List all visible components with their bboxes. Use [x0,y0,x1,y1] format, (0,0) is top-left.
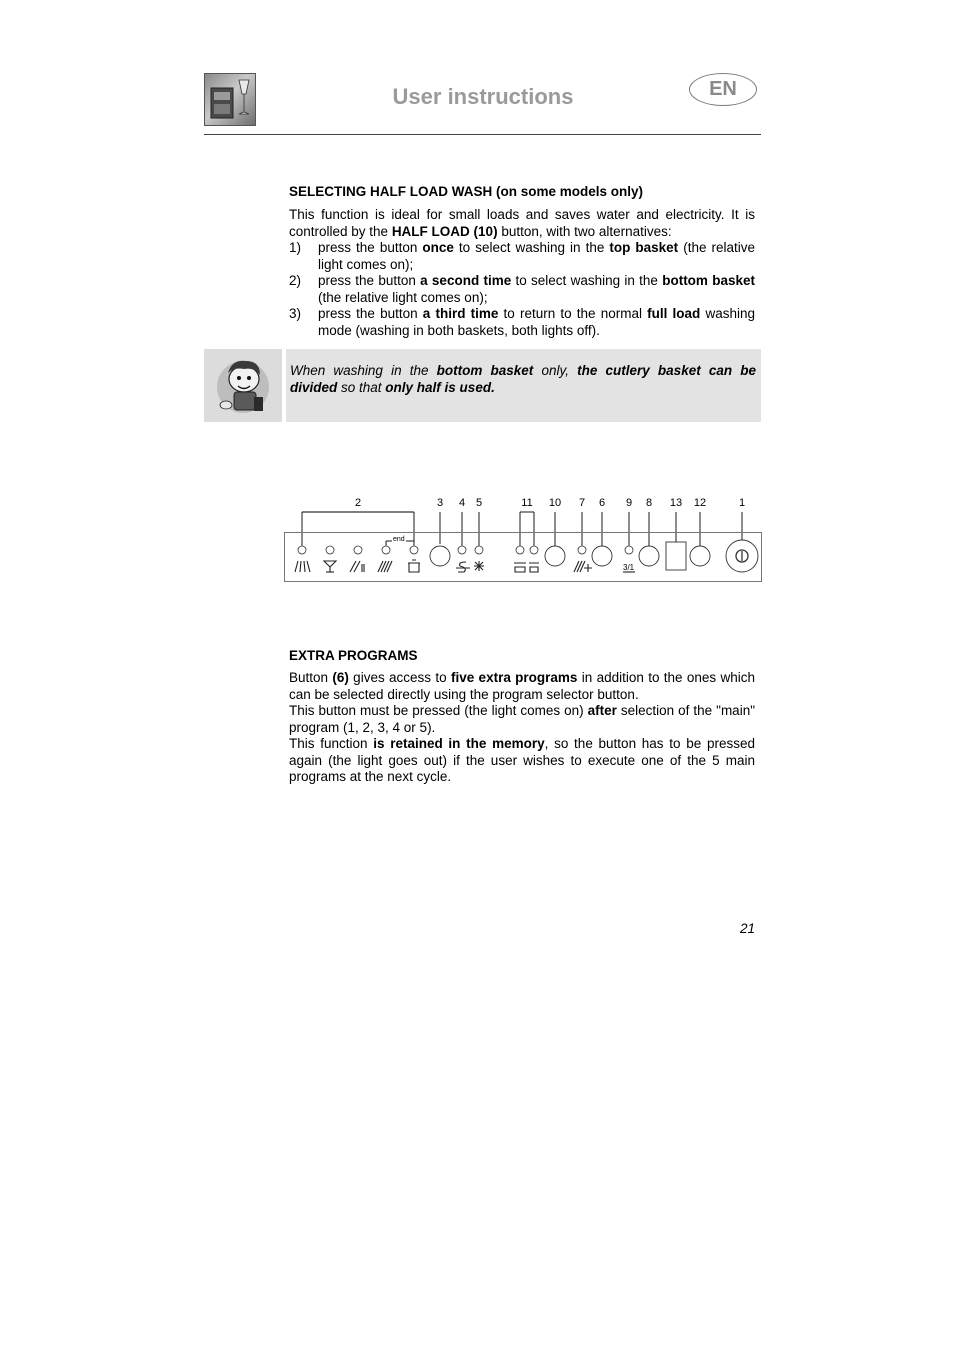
salt-icon [456,562,470,572]
panel-label: 10 [548,497,562,509]
panel-label: 6 [598,497,606,509]
extra-programs-button [592,546,612,566]
half-load-intro: This function is ideal for small loads and saves water and electricity. It is controlled by the HALF LOAD (10) button, with two alternatives: [289,207,755,239]
extra-programs-paragraph-1: Button (6) gives access to five extra programs in addition to the ones which can be selected directly using the program selector button. [289,670,756,702]
list-item-number: 2) [289,273,302,288]
panel-label: 4 [458,497,466,509]
panel-label: 2 [354,497,362,509]
page-title: User instructions [392,84,574,109]
panel-label: 5 [475,497,483,509]
intensive-icon [378,561,392,572]
panel-label: 3 [436,497,444,509]
button-3 [430,546,450,566]
list-item-text: press the button a second time to select washing in the bottom basket (the relative light comes on); [318,273,755,305]
extra-programs-heading: EXTRA PROGRAMS [289,648,418,663]
rinse-aid-icon [474,561,484,571]
extra-programs-paragraph-2: This button must be pressed (the light comes on) after selection of the "main" program (1, 2, 3, 4 or 5). [289,703,755,735]
note-box [286,349,761,422]
panel-label: 11 [521,497,533,509]
glass-icon [324,561,336,572]
list-item-number: 1) [289,240,302,255]
half-load-button [545,546,565,566]
mascot-hint-icon [204,349,282,422]
panel-label: 8 [645,497,653,509]
prewash-icon [295,561,310,572]
extra-programs-paragraph-3: This function is retained in the memory, so the button has to be pressed again (the light goes out) if the user wishes to execute one of the 5 main programs at the next cycle. [289,736,755,785]
end-label: end [393,536,405,543]
eco-icon [350,561,364,572]
bottom-basket-icon [529,563,539,572]
list-item-text: press the button a third time to return to the normal full load washing mode (washing in both baskets, both lights off). [318,306,755,338]
panel-label: 1 [738,497,746,509]
panel-label: 12 [693,497,707,509]
panel-label: 13 [669,497,683,509]
list-item-number: 3) [289,306,302,321]
list-item-text: press the button once to select washing in the top basket (the relative light comes on); [318,240,755,272]
panel-label: 9 [625,497,633,509]
note-text: When washing in the bottom basket only, the cutlery basket can be divided so that only half is used. [290,363,757,395]
language-badge: EN [689,73,757,106]
note-icon-panel [204,349,282,422]
header-divider [204,134,761,135]
display-13 [666,542,686,570]
ratio-label: 3/1 [623,563,635,572]
control-panel-diagram [284,508,764,588]
pot-icon [408,560,420,572]
extra-wash-icon [574,561,592,572]
dishwasher-logo-icon [204,73,256,126]
half-load-heading: SELECTING HALF LOAD WASH (on some models only) [289,184,644,199]
top-basket-icon [514,563,526,572]
button-12 [690,546,710,566]
button-8 [639,546,659,566]
page-number: 21 [740,921,756,936]
panel-label: 7 [578,497,586,509]
control-panel-drawing [284,508,764,588]
